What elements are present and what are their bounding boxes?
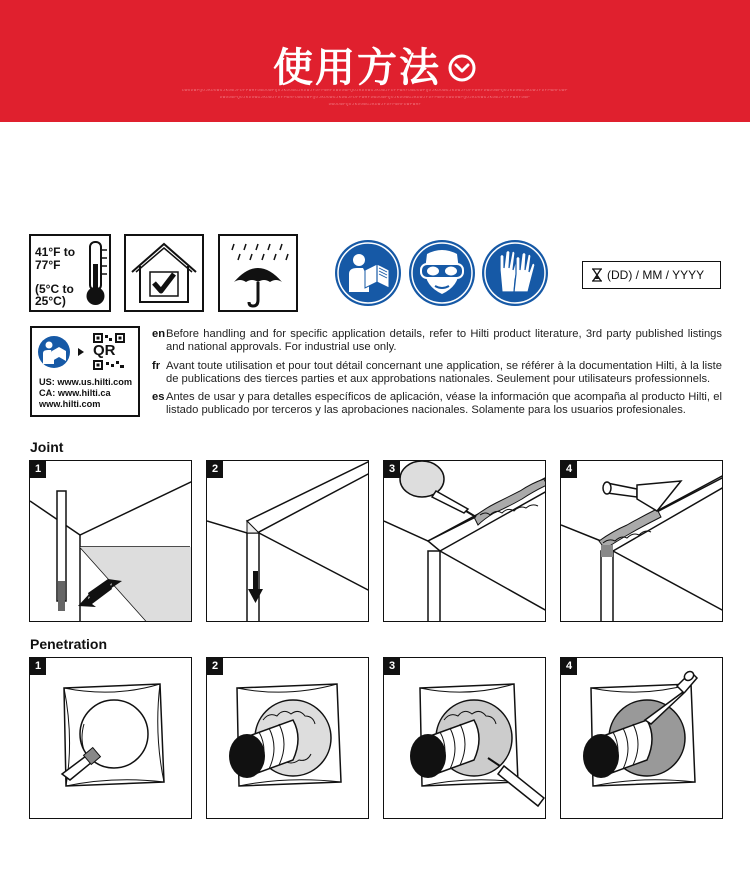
step-number: 1 <box>30 658 46 675</box>
decorative-text-line: DWODWPQOJKDOWGJKDWJFDFPWHFDWPWHF <box>328 103 422 107</box>
qr-url-list <box>39 377 132 410</box>
step-number: 2 <box>207 461 223 478</box>
penetration-clean-opening-illustration <box>30 658 192 819</box>
protective-gloves-icon <box>482 240 548 306</box>
penetration-tool-sealant-illustration <box>561 658 723 819</box>
instruction-en <box>152 328 722 354</box>
page-title-text: 使用方法 <box>273 45 441 91</box>
thermometer-icon <box>81 238 111 310</box>
step-number: 3 <box>384 461 400 478</box>
step-number: 3 <box>384 658 400 675</box>
step-number: 1 <box>30 461 46 478</box>
decorative-text-line: DWODWPQOJKDOWGJKDWJFDFPWHFDWDOWPQOJKDOWGJKDWJFDFPWHFDWDOWPQOJKDOWGJKDWJFDFPWHFDWDOWPQOJKDOWGJKDWJFDFPWHFDWDOWPQOJKDOWGJKDWJFDFPWHFDWP <box>182 89 568 93</box>
url-us[interactable]: US: www.us.hilti.com <box>39 377 133 387</box>
step-number: 2 <box>207 658 223 675</box>
penetration-step-3 <box>383 657 546 819</box>
read-manual-icon <box>335 240 401 306</box>
instruction-es <box>152 391 722 417</box>
instruction-text: Antes de usar y para detalles específicos de aplicación, véase la información que acompaña al producto Hilti, el listado publicado por terceros y las aprobaciones nacionales. Solamente para los usuarios profesionales. <box>166 391 722 416</box>
joint-measure-illustration <box>30 461 192 622</box>
penetration-step-2 <box>206 657 369 819</box>
penetration-step-1 <box>29 657 192 819</box>
section-title-penetration: Penetration <box>30 636 108 652</box>
temperature-range-symbol <box>29 234 111 312</box>
read-manual-icon <box>38 336 70 368</box>
header-banner <box>0 0 750 122</box>
lang-code: es <box>152 391 165 403</box>
decorative-text-line: DWODWPQOJKDOWGJKDWJFDFPWHFDWDOWPQOJKDOWGJKDWJFDFPWHFDWDOWPQOJKDOWGJKDWJFDFPWHFDWDOWPQOJKDOWGJKDWJFDFPWHFDWP <box>219 96 531 100</box>
page-title <box>0 36 750 93</box>
temperature-f-min: 41°F to <box>35 245 76 259</box>
qr-info-panel <box>30 326 140 417</box>
hourglass-icon <box>591 268 603 282</box>
chevron-down-circle-icon <box>447 47 477 93</box>
joint-insert-backing-illustration <box>207 461 369 622</box>
lang-code: fr <box>152 360 161 372</box>
lang-code: en <box>152 328 166 340</box>
instruction-fr <box>152 360 722 386</box>
penetration-step-4 <box>560 657 723 819</box>
joint-step-3 <box>383 460 546 622</box>
step-number: 4 <box>561 658 577 675</box>
penetration-insert-backing-illustration <box>207 658 369 819</box>
temperature-c-max: 25°C) <box>35 294 66 308</box>
url-ca[interactable]: CA: www.hilti.ca <box>39 388 111 398</box>
url-global[interactable]: www.hilti.com <box>39 399 101 409</box>
joint-tool-sealant-illustration <box>561 461 723 622</box>
step-number: 4 <box>561 461 577 478</box>
penetration-apply-sealant-illustration <box>384 658 546 819</box>
joint-apply-sealant-illustration <box>384 461 546 622</box>
arrow-right-icon <box>78 348 84 356</box>
joint-step-4 <box>560 460 723 622</box>
safety-goggles-icon <box>409 240 475 306</box>
temperature-f-max: 77°F <box>35 258 61 272</box>
date-format-box <box>582 261 721 289</box>
instruction-text: Before handling and for specific application details, refer to Hilti product literature, 3rd party published listings and national approvals. For industrial use only. <box>166 328 722 353</box>
section-title-joint: Joint <box>30 439 64 455</box>
umbrella-rain-icon <box>218 234 298 312</box>
house-checkmark-icon <box>124 234 204 312</box>
date-format-text: (DD) / MM / YYYY <box>607 268 705 282</box>
temperature-c-min: (5°C to <box>35 282 74 296</box>
joint-step-2 <box>206 460 369 622</box>
instruction-text: Avant toute utilisation et pour tout détail concernant une application, se référer à la documentation Hilti, à la liste de publications des tierces parties et aux approbations nationales. Seulement pour utilisateurs professionnels. <box>166 360 722 385</box>
qr-label: QR <box>93 342 116 359</box>
joint-step-1 <box>29 460 192 622</box>
